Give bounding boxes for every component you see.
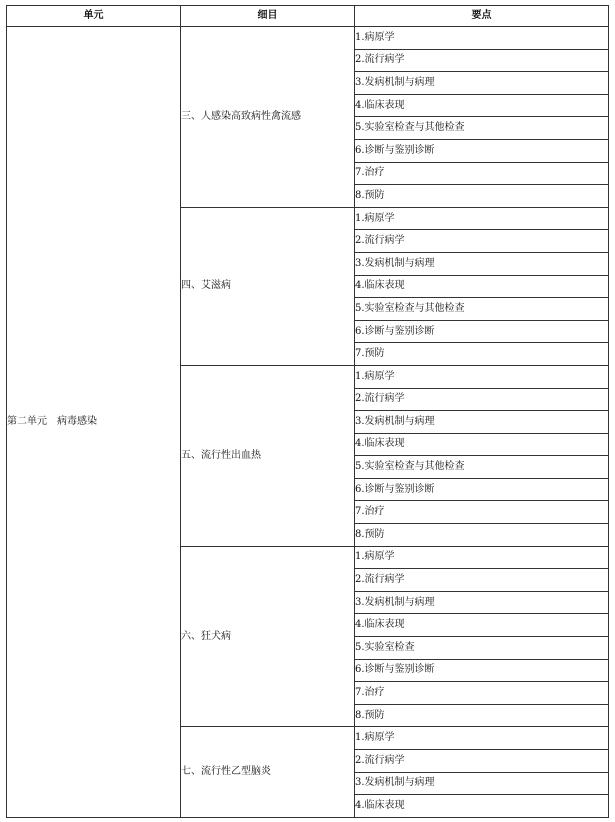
detail-cell: 七、流行性乙型脑炎: [181, 727, 355, 817]
point-cell: 5.实验室检查与其他检查: [355, 117, 609, 140]
header-row: [7, 6, 609, 27]
point-cell: 4.临床表现: [355, 275, 609, 298]
point-cell: 2.流行病学: [355, 49, 609, 72]
point-cell: 5.实验室检查与其他检查: [355, 456, 609, 479]
point-cell: 8.预防: [355, 704, 609, 727]
point-cell: 7.治疗: [355, 682, 609, 705]
point-cell: 4.临床表现: [355, 433, 609, 456]
point-cell: 3.发病机制与病理: [355, 411, 609, 434]
header-detail: 细目: [181, 6, 355, 27]
point-cell: 1.病原学: [355, 27, 609, 50]
point-cell: 2.流行病学: [355, 388, 609, 411]
point-cell: 3.发病机制与病理: [355, 591, 609, 614]
point-cell: 2.流行病学: [355, 569, 609, 592]
syllabus-body: [7, 27, 609, 818]
unit-label: 第二单元: [7, 415, 47, 427]
point-cell: 7.预防: [355, 343, 609, 366]
point-cell: 6.诊断与鉴别诊断: [355, 478, 609, 501]
unit-cell: [7, 27, 181, 818]
point-cell: 6.诊断与鉴别诊断: [355, 320, 609, 343]
detail-cell: 六、狂犬病: [181, 546, 355, 727]
point-cell: 8.预防: [355, 185, 609, 208]
point-cell: 1.病原学: [355, 727, 609, 750]
unit-title: 病毒感染: [57, 415, 97, 427]
header-unit: 单元: [7, 6, 181, 27]
point-cell: 1.病原学: [355, 546, 609, 569]
point-cell: 4.临床表现: [355, 795, 609, 818]
point-cell: 6.诊断与鉴别诊断: [355, 139, 609, 162]
point-cell: 7.治疗: [355, 162, 609, 185]
point-cell: 6.诊断与鉴别诊断: [355, 659, 609, 682]
header-points: 要点: [355, 6, 609, 27]
syllabus-document: [6, 5, 608, 818]
point-cell: 1.病原学: [355, 207, 609, 230]
point-cell: 5.实验室检查与其他检查: [355, 298, 609, 321]
detail-cell: 五、流行性出血热: [181, 365, 355, 546]
point-cell: 3.发病机制与病理: [355, 252, 609, 275]
table-row: [7, 27, 609, 50]
point-cell: 4.临床表现: [355, 94, 609, 117]
point-cell: 8.预防: [355, 524, 609, 547]
point-cell: 2.流行病学: [355, 230, 609, 253]
point-cell: 5.实验室检查: [355, 637, 609, 660]
point-cell: 2.流行病学: [355, 750, 609, 773]
detail-cell: 四、艾滋病: [181, 207, 355, 365]
point-cell: 4.临床表现: [355, 614, 609, 637]
point-cell: 3.发病机制与病理: [355, 72, 609, 95]
point-cell: 7.治疗: [355, 501, 609, 524]
point-cell: 1.病原学: [355, 365, 609, 388]
detail-cell: 三、人感染高致病性禽流感: [181, 27, 355, 208]
syllabus-table: [6, 5, 609, 818]
point-cell: 3.发病机制与病理: [355, 772, 609, 795]
